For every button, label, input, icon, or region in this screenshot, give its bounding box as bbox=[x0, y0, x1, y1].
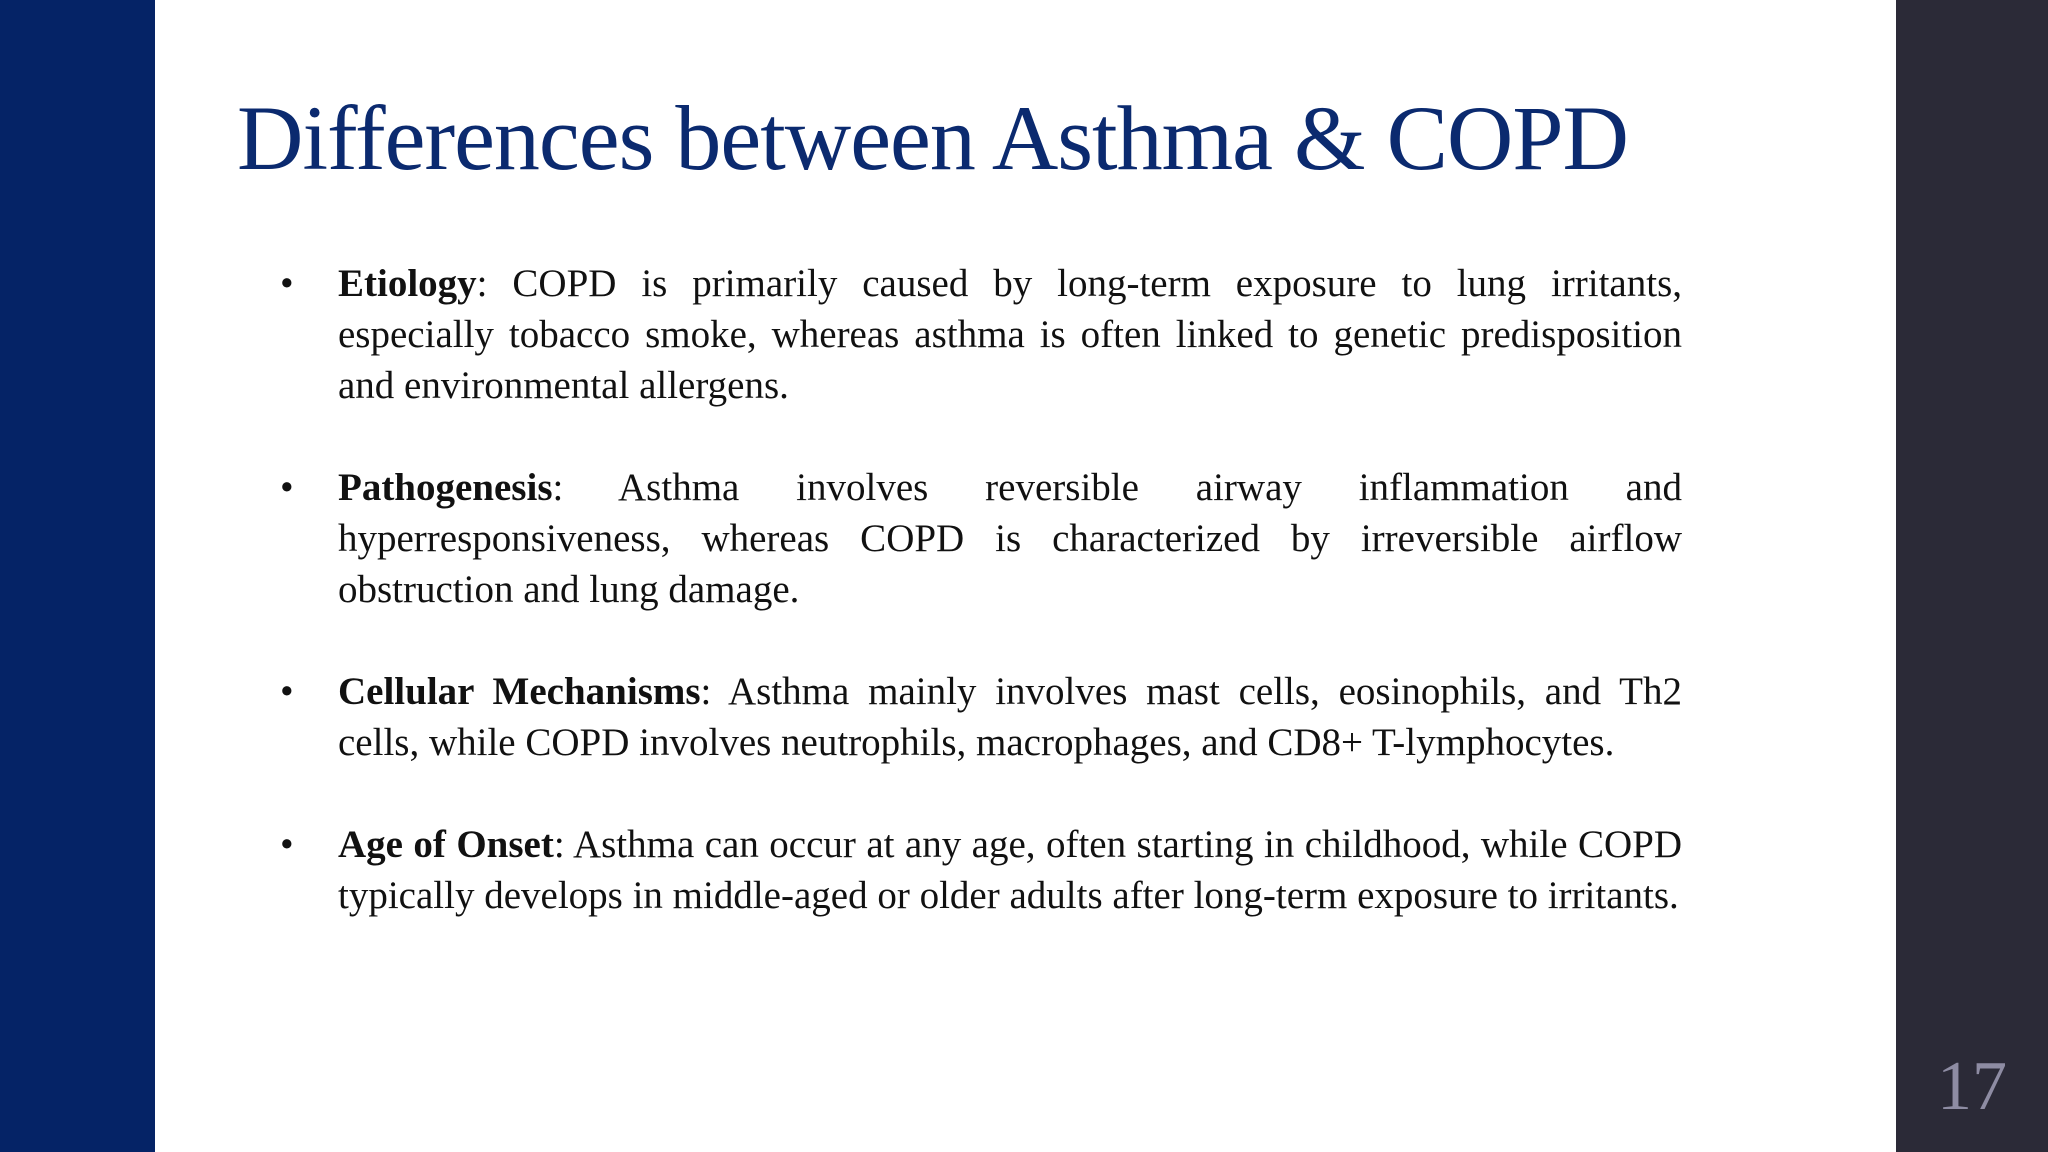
bullet-term: Etiology bbox=[338, 262, 477, 305]
bullet-cellular-mechanisms bbox=[276, 666, 1682, 768]
bullet-marker: • bbox=[280, 466, 294, 509]
bullet-text: : COPD is primarily caused by long-term exposure to lung irritants, especially tobacco smoke, whereas asthma is often linked to genetic predisposition and environmental allergens. bbox=[338, 262, 1682, 407]
bullet-list bbox=[276, 258, 1682, 972]
bullet-text: : Asthma involves reversible airway inflammation and hyperresponsiveness, whereas COPD is characterized by irreversible airflow obstruction and lung damage. bbox=[338, 466, 1682, 611]
bullet-text: : Asthma mainly involves mast cells, eosinophils, and Th2 cells, while COPD involves neutrophils, macrophages, and CD8+ T-lymphocytes. bbox=[338, 670, 1682, 764]
bullet-term: Cellular Mechanisms bbox=[338, 670, 701, 713]
bullet-age-of-onset bbox=[276, 819, 1682, 921]
bullet-term: Age of Onset bbox=[338, 823, 554, 866]
bullet-pathogenesis bbox=[276, 462, 1682, 615]
left-accent-bar bbox=[0, 0, 155, 1152]
page-number: 17 bbox=[1937, 1048, 2007, 1125]
bullet-marker: • bbox=[280, 823, 294, 866]
bullet-etiology bbox=[276, 258, 1682, 411]
bullet-marker: • bbox=[280, 670, 294, 713]
right-accent-bar bbox=[1896, 0, 2048, 1152]
slide-title: Differences between Asthma & COPD bbox=[237, 87, 1628, 189]
bullet-text: : Asthma can occur at any age, often starting in childhood, while COPD typically develops in middle-aged or older adults after long-term exposure to irritants. bbox=[338, 823, 1682, 917]
bullet-term: Pathogenesis bbox=[338, 466, 553, 509]
bullet-marker: • bbox=[280, 262, 294, 305]
